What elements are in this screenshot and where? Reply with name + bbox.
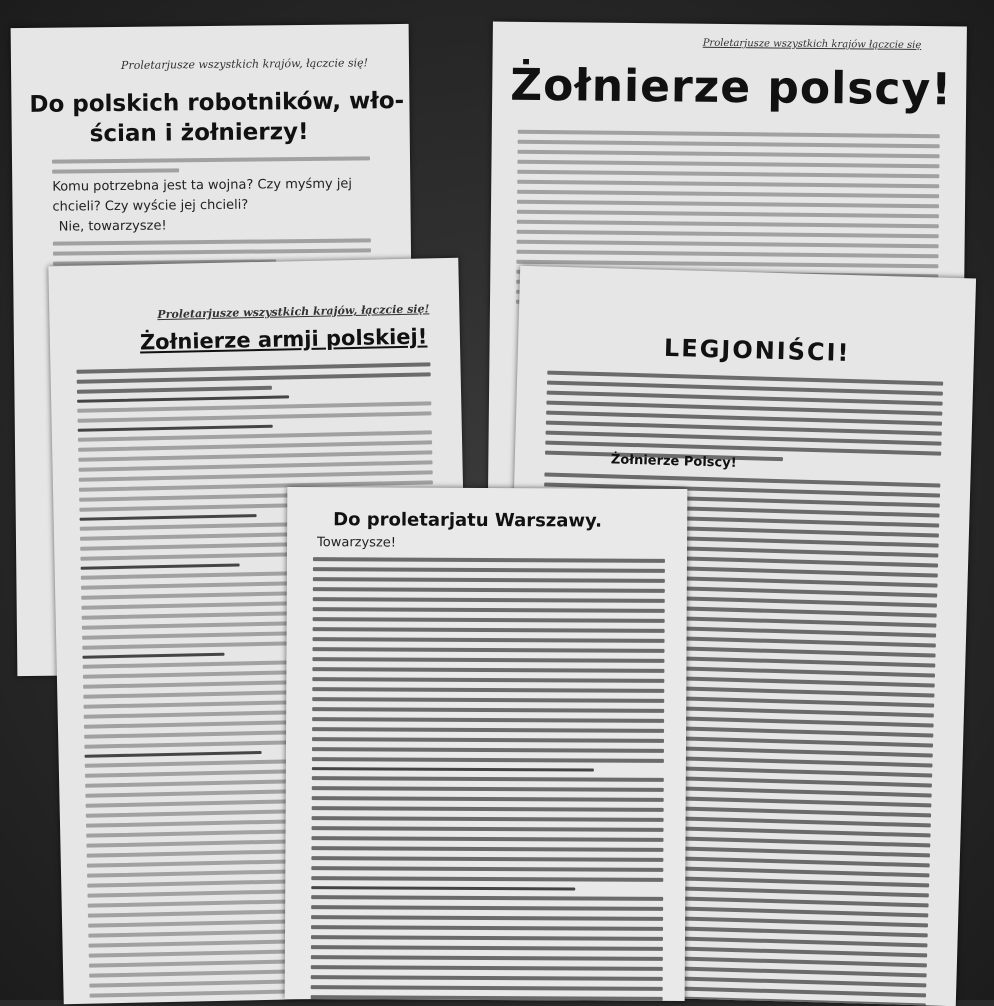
text-line-placeholder xyxy=(311,995,663,1001)
text-line-placeholder xyxy=(312,737,664,743)
text-line-placeholder xyxy=(517,170,939,178)
text-line-placeholder xyxy=(312,826,664,832)
leaflet-front xyxy=(285,487,688,1001)
text-line-placeholder xyxy=(517,240,939,248)
text-line-placeholder xyxy=(517,250,939,258)
text-line-placeholder xyxy=(78,430,432,441)
leaflet-subheading: Żołnierze Polscy! xyxy=(610,452,737,471)
leaflet-title xyxy=(29,86,404,150)
text-line-placeholder xyxy=(77,395,289,402)
text-line-placeholder xyxy=(517,210,939,218)
text-line-placeholder xyxy=(311,895,663,901)
text-line-placeholder xyxy=(517,230,939,238)
text-line-placeholder xyxy=(77,401,431,412)
text-line-placeholder xyxy=(313,627,665,633)
text-line-placeholder xyxy=(313,597,665,603)
text-line-placeholder xyxy=(312,687,664,693)
text-line-placeholder xyxy=(52,168,179,173)
text-line-placeholder xyxy=(311,935,663,941)
title-line-2: ścian i żołnierzy! xyxy=(89,118,309,148)
text-line-placeholder xyxy=(312,806,664,812)
text-line-placeholder xyxy=(312,816,664,822)
text-line-placeholder xyxy=(53,238,371,245)
leaflet-title: Żołnierze polscy! xyxy=(510,59,953,116)
text-line-placeholder xyxy=(312,657,664,663)
text-line-placeholder xyxy=(312,647,664,653)
text-line-placeholder xyxy=(76,362,430,373)
title-line-1: Do polskich robotników, wło- xyxy=(29,87,405,118)
leaflet-title: LEGJONIŚCI! xyxy=(663,333,851,368)
text-line-placeholder xyxy=(312,667,664,673)
text-line-placeholder xyxy=(311,866,663,872)
text-line-placeholder xyxy=(77,372,431,383)
text-line-placeholder xyxy=(312,707,664,713)
leaflet-title: Żołnierze armji polskiej! xyxy=(139,324,428,355)
text-line-placeholder xyxy=(81,563,240,569)
text-line-placeholder xyxy=(311,856,663,862)
text-line-placeholder xyxy=(517,200,939,208)
text-line-placeholder xyxy=(311,965,663,971)
text-line-placeholder xyxy=(313,577,665,583)
body-text-block xyxy=(545,371,943,472)
text-line-placeholder xyxy=(312,747,664,753)
text-line-placeholder xyxy=(311,846,663,852)
body-text-block xyxy=(310,557,665,1001)
text-line-placeholder xyxy=(311,985,663,991)
text-line-placeholder xyxy=(312,767,594,771)
text-line-placeholder xyxy=(313,607,665,613)
text-line-placeholder xyxy=(517,190,939,198)
leaflet-greeting: Towarzysze! xyxy=(317,535,397,551)
text-line-placeholder xyxy=(517,220,939,228)
text-line-placeholder xyxy=(79,470,433,481)
text-line-placeholder xyxy=(78,425,273,432)
question-line: Komu potrzebna jest ta wojna? Czy myśmy jej xyxy=(52,176,353,195)
text-line-placeholder xyxy=(517,160,939,168)
text-line-placeholder xyxy=(517,180,939,188)
text-line-placeholder xyxy=(311,836,663,842)
answer-line: Nie, towarzysze! xyxy=(58,218,167,235)
text-line-placeholder xyxy=(312,727,664,733)
text-line-placeholder xyxy=(312,717,664,723)
text-line-placeholder xyxy=(313,587,665,593)
text-line-placeholder xyxy=(312,776,664,782)
text-line-placeholder xyxy=(313,567,665,573)
leaflet-slogan: Proletarjusze wszystkich krajów łączcie się xyxy=(702,37,922,52)
text-line-placeholder xyxy=(312,757,664,763)
text-line-placeholder xyxy=(312,697,664,703)
leaflet-title: Do proletarjatu Warszawy. xyxy=(333,509,603,532)
text-line-placeholder xyxy=(311,886,575,890)
text-line-placeholder xyxy=(311,876,663,882)
leaflet-slogan: Proletarjusze wszystkich krajów, łączcie się! xyxy=(157,302,430,322)
text-line-placeholder xyxy=(313,557,665,563)
text-line-placeholder xyxy=(311,905,663,911)
text-line-placeholder xyxy=(82,653,224,659)
text-line-placeholder xyxy=(77,386,272,394)
text-line-placeholder xyxy=(79,460,433,471)
text-line-placeholder xyxy=(312,796,664,802)
text-line-placeholder xyxy=(78,440,432,451)
text-line-placeholder xyxy=(78,411,432,422)
text-line-placeholder xyxy=(312,786,664,792)
text-line-placeholder xyxy=(85,751,262,758)
leaflet-slogan: Proletarjusze wszystkich krajów, łączcie się! xyxy=(120,56,369,72)
question-line: chcieli? Czy wyście jej chcieli? xyxy=(52,197,249,215)
text-line-placeholder xyxy=(518,150,940,158)
text-line-placeholder xyxy=(313,637,665,643)
text-line-placeholder xyxy=(312,677,664,683)
text-line-placeholder xyxy=(518,140,940,148)
text-line-placeholder xyxy=(311,975,663,981)
text-line-placeholder xyxy=(311,955,663,961)
text-line-placeholder xyxy=(78,450,432,461)
text-line-placeholder xyxy=(311,945,663,951)
text-line-placeholder xyxy=(311,925,663,931)
text-line-placeholder xyxy=(518,130,940,138)
text-line-placeholder xyxy=(311,915,663,921)
text-line-placeholder xyxy=(52,156,370,163)
text-line-placeholder xyxy=(53,248,371,255)
text-line-placeholder xyxy=(313,617,665,623)
text-line-placeholder xyxy=(80,514,257,521)
